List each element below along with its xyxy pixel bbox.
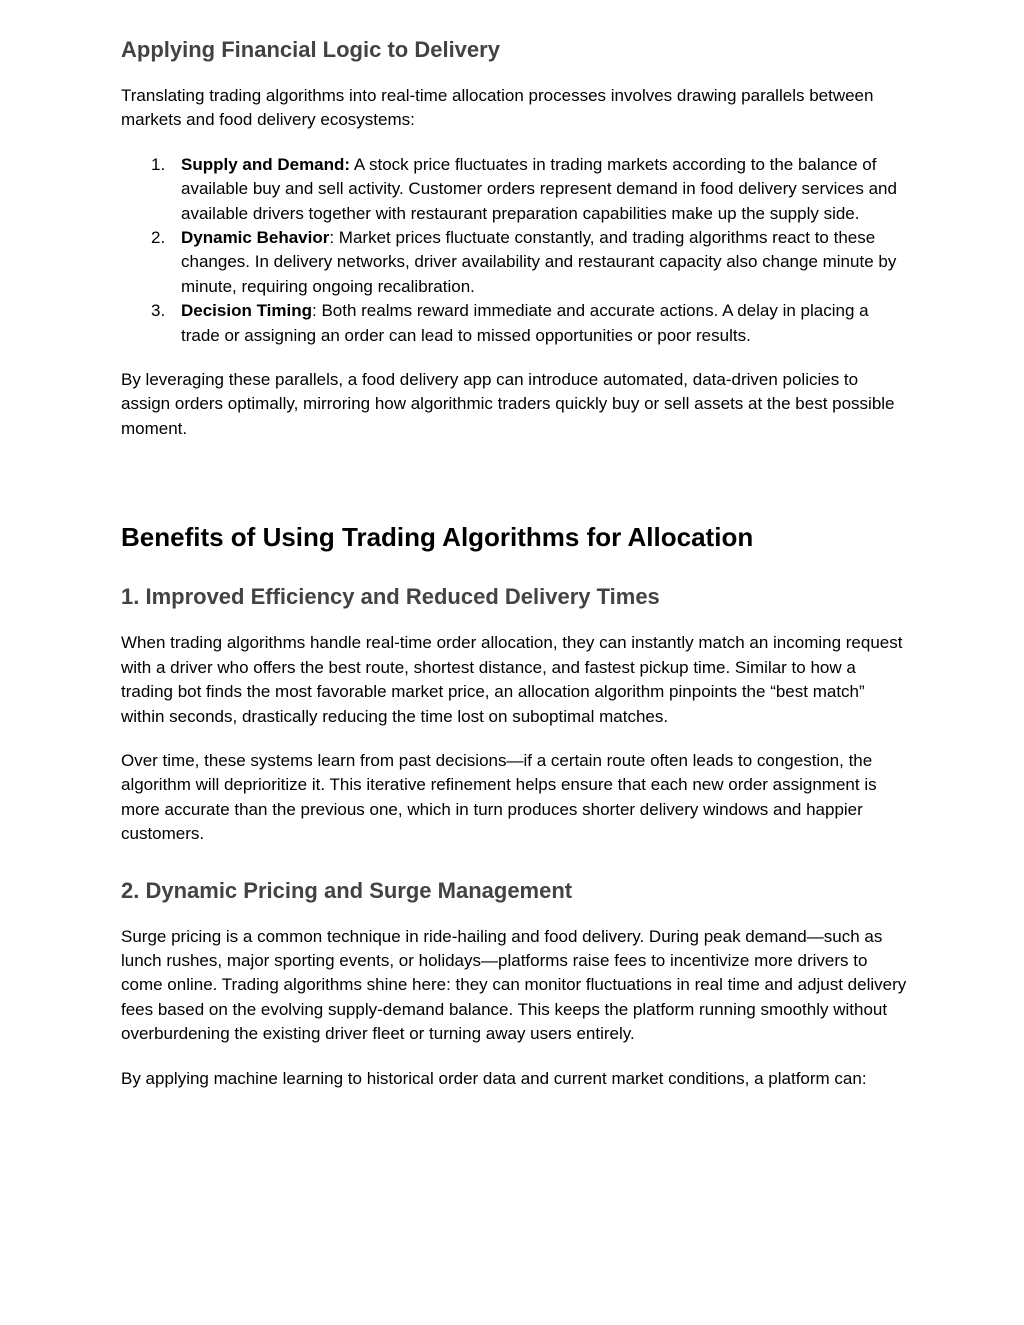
subsection-heading-efficiency: 1. Improved Efficiency and Reduced Delivery Times — [121, 584, 660, 610]
list-item — [121, 226, 911, 299]
list-number: 2. — [151, 228, 166, 248]
paragraph-outro: By leveraging these parallels, a food delivery app can introduce automated, data-driven policies to assign orders optimally, mirroring how algorithmic traders quickly buy or sell assets at the best possible moment. — [121, 370, 895, 438]
section-heading-financial-logic: Applying Financial Logic to Delivery — [121, 37, 500, 62]
list-term: Supply and Demand: — [181, 154, 351, 174]
section-heading-benefits: Benefits of Using Trading Algorithms for Allocation — [121, 522, 754, 553]
list-term: Decision Timing — [181, 301, 312, 321]
list-text: A stock price fluctuates in trading markets according to the balance of available buy and sell activity. Customer orders represent demand in food delivery services and available drivers together with restaurant preparation capabilities make up the supply side. — [181, 154, 897, 223]
paragraph-efficiency-1: When trading algorithms handle real-time order allocation, they can instantly match an incoming request with a driver who offers the best route, shortest distance, and fastest pickup time. Similar to how a trading bot finds the most favorable market price, an allocation algorithm pinpoints the “best match” within seconds, drastically reducing the time lost on suboptimal matches. — [121, 633, 903, 726]
paragraph-pricing-2: By applying machine learning to historical order data and current market conditions, a platform can: — [121, 1068, 867, 1088]
list-text: : Market prices fluctuate constantly, and trading algorithms react to these changes. In delivery networks, driver availability and restaurant capacity also change minute by minute, requiring ongoing recalibration. — [181, 228, 897, 296]
paragraph-intro: Translating trading algorithms into real-time allocation processes involves drawing parallels between markets and food delivery ecosystems: — [121, 86, 874, 130]
list-item — [121, 153, 911, 226]
list-text: : Both realms reward immediate and accurate actions. A delay in placing a trade or assigning an order can lead to missed opportunities or poor results. — [181, 301, 869, 345]
numbered-list — [121, 153, 911, 348]
subsection-heading-pricing: 2. Dynamic Pricing and Surge Management — [121, 877, 573, 903]
list-number: 1. — [151, 154, 166, 174]
document-page — [121, 0, 911, 1091]
paragraph-efficiency-2: Over time, these systems learn from past decisions—if a certain route often leads to congestion, the algorithm will deprioritize it. This iterative refinement helps ensure that each new order assignment is more accurate than the previous one, which in turn produces shorter delivery windows and happier customers. — [121, 750, 877, 844]
paragraph-pricing-1: Surge pricing is a common technique in ride-hailing and food delivery. During peak demand—such as lunch rushes, major sporting events, or holidays—platforms raise fees to incentivize more drivers to come online. Trading algorithms shine here: they can monitor fluctuations in real time and adjust delivery fees based on the evolving supply-demand balance. This keeps the platform running smoothly without overburdening the existing driver fleet or turning away users entirely. — [121, 926, 907, 1044]
list-term: Dynamic Behavior — [181, 228, 330, 248]
list-item — [121, 299, 911, 348]
list-number: 3. — [151, 301, 166, 321]
